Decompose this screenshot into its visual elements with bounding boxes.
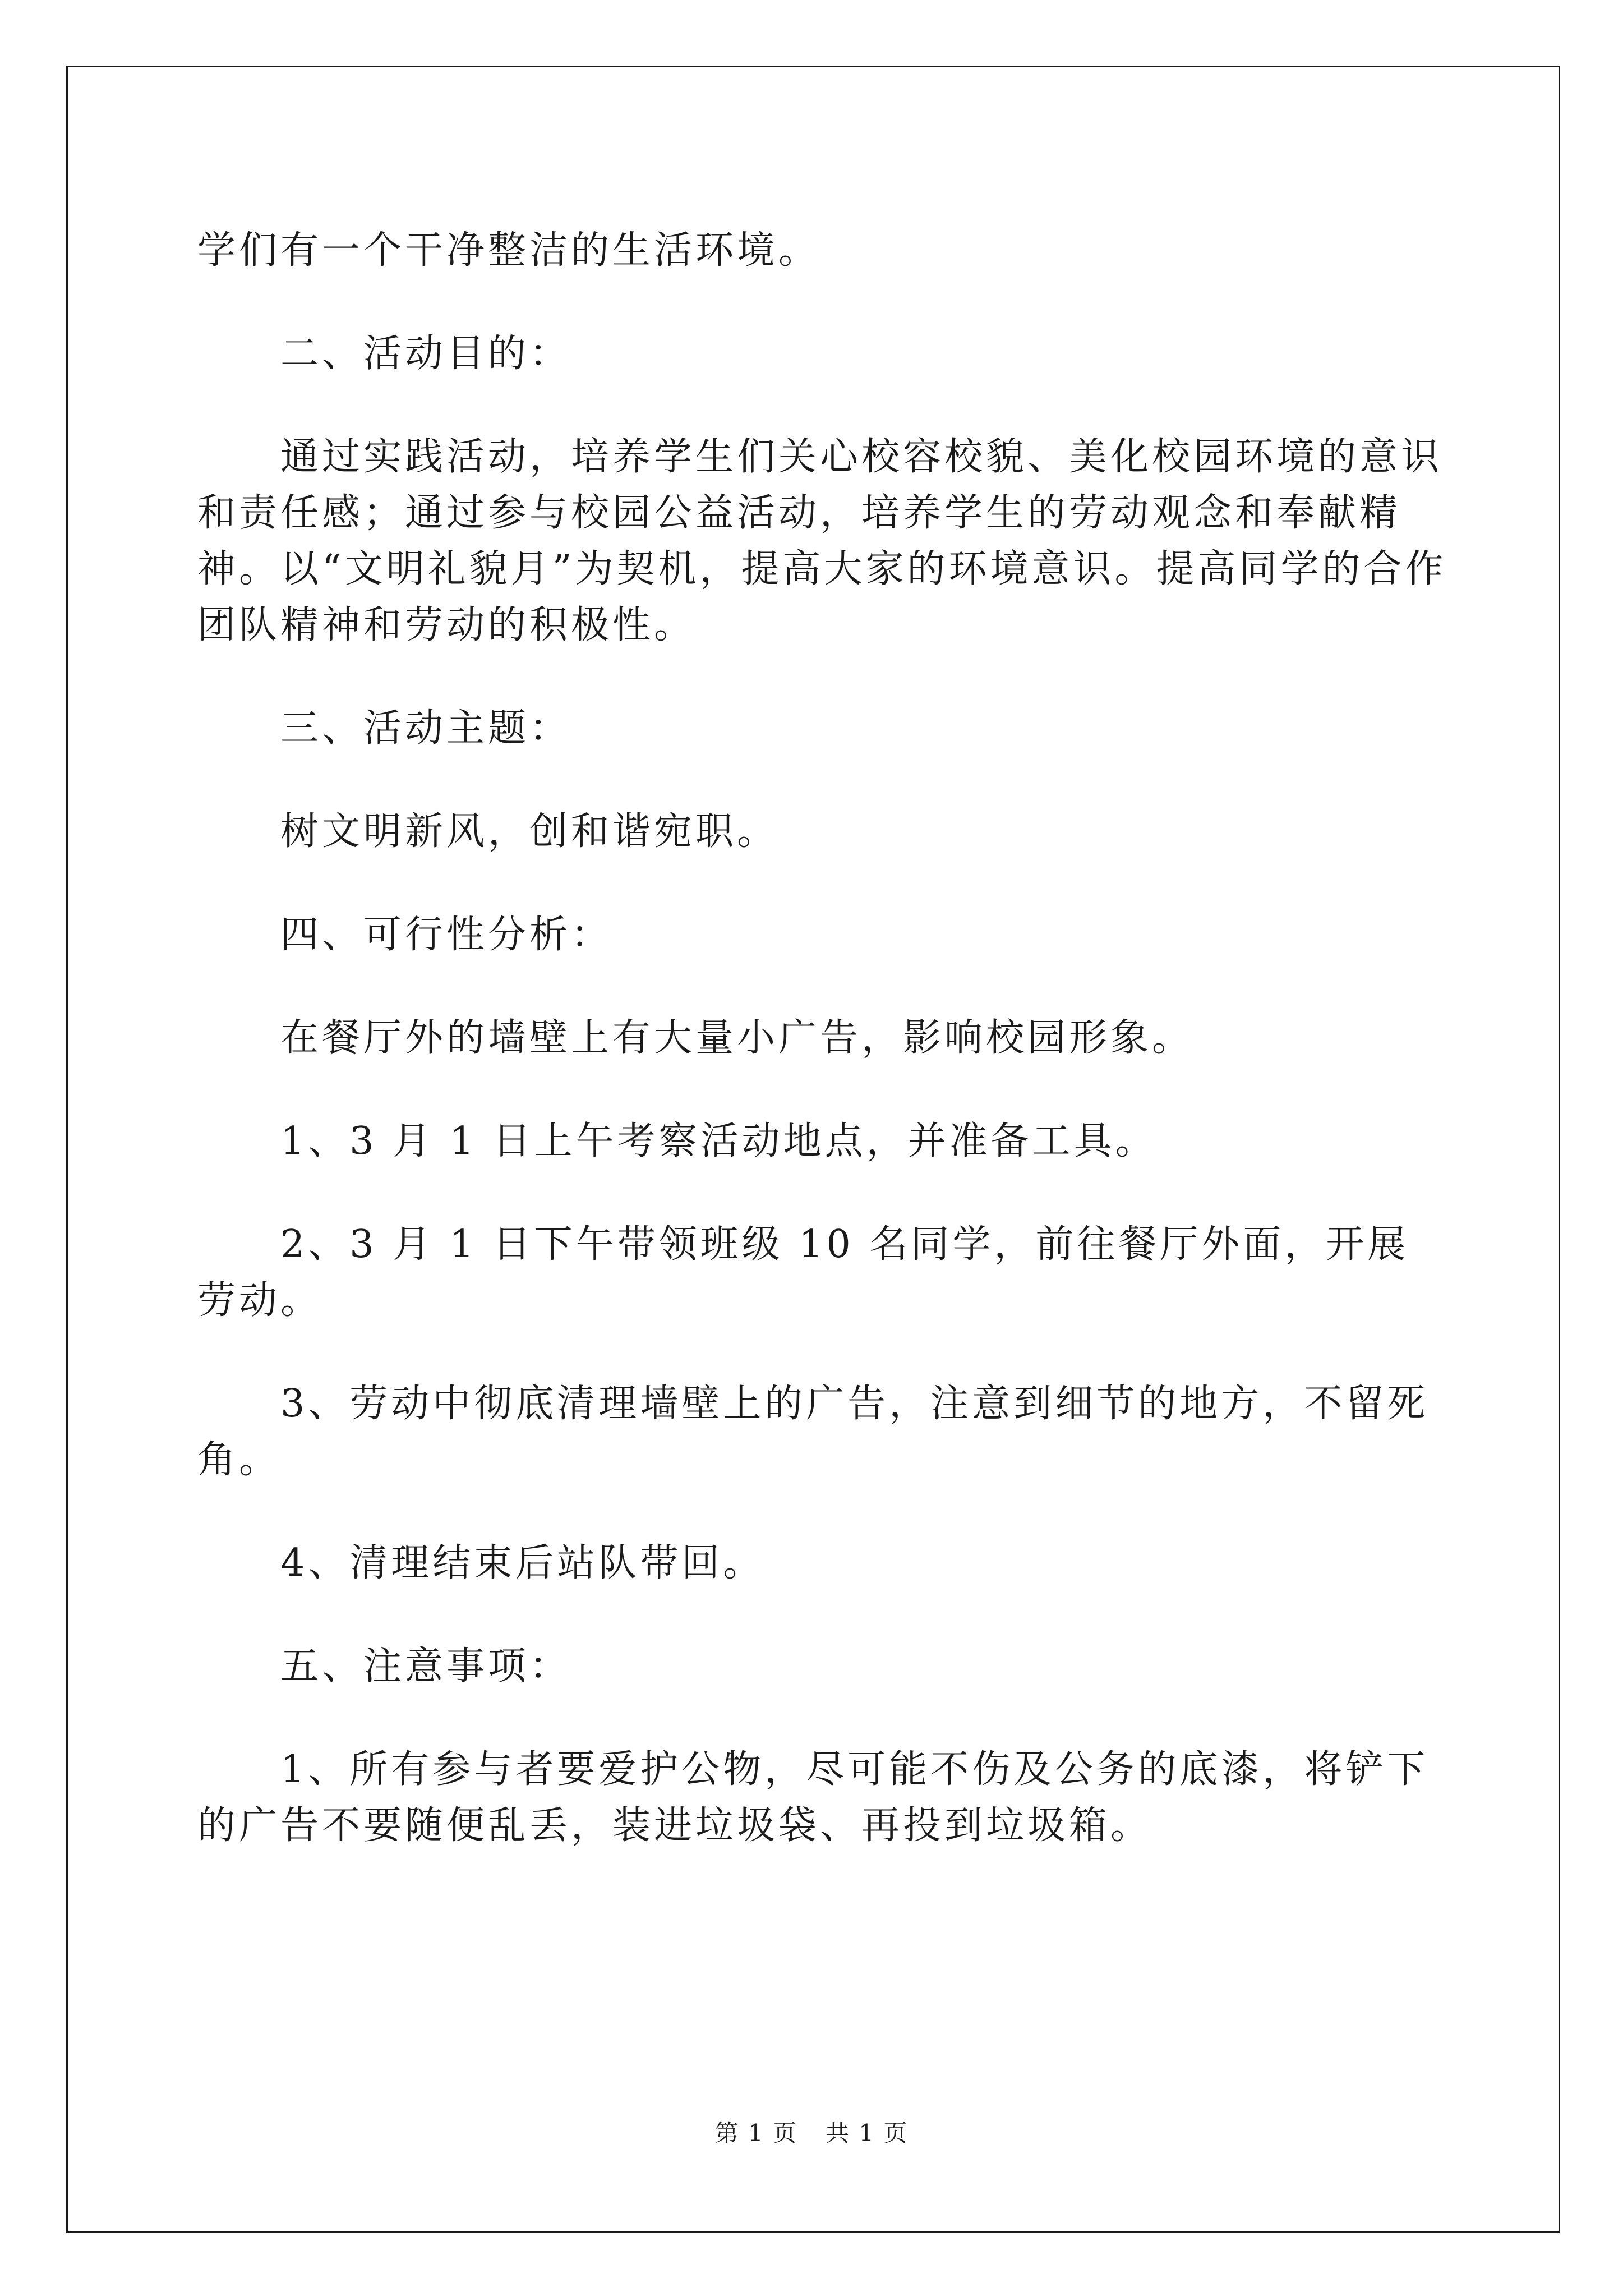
paragraph: 学们有一个干净整洁的生活环境。 [197, 228, 820, 273]
list-item: 1、所有参与者要爱护公物，尽可能不伤及公务的底漆，将铲下的广告不要随便乱丢，装进垃圾袋、再投到垃圾箱。 [197, 1747, 1429, 1848]
paragraph: 树文明新风，创和谐宛职。 [280, 809, 779, 854]
page-number: 第 1 页 [714, 2119, 797, 2147]
paragraph: 通过实践活动，培养学生们关心校容校貌、美化校园环境的意识和责任感；通过参与校园公益活动，培养学生的劳动观念和奉献精神。以“文明礼貌月”为契机，提高大家的环境意识。提高同学的合作团队精神和劳动的积极性。 [197, 435, 1447, 647]
document-body [197, 223, 1448, 1901]
paragraph: 在餐厅外的墙壁上有大量小广告，影响校园形象。 [280, 1016, 1194, 1060]
section-heading-purpose: 二、活动目的： [280, 332, 571, 376]
page-footer [0, 2115, 1623, 2148]
page-total: 共 1 页 [826, 2119, 909, 2147]
list-item: 1、3 月 1 日上午考察活动地点，并准备工具。 [280, 1119, 1157, 1163]
list-item: 4、清理结束后站队带回。 [280, 1541, 765, 1585]
list-item: 2、3 月 1 日下午带领班级 10 名同学，前往餐厅外面，开展劳动。 [197, 1222, 1409, 1323]
section-heading-notes: 五、注意事项： [280, 1644, 571, 1688]
section-heading-theme: 三、活动主题： [280, 706, 571, 751]
section-heading-feasibility: 四、可行性分析： [280, 913, 613, 957]
list-item: 3、劳动中彻底清理墙壁上的广告，注意到细节的地方，不留死角。 [197, 1382, 1429, 1482]
